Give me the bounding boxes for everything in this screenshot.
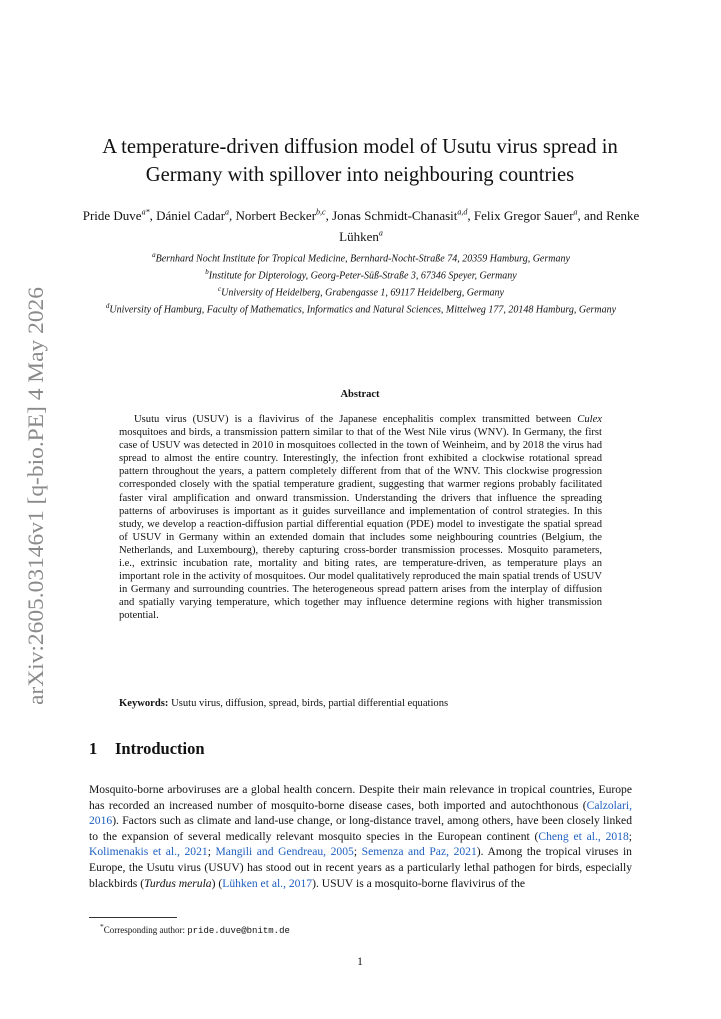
author-name-text: Felix Gregor Sauer xyxy=(473,208,574,224)
intro-text: ). Among the tropical viruses in Europe, the Usutu virus (USUV) has stood out in recent years as a particularly lethal pathogen for birds, especially blackbirds ( xyxy=(89,845,632,890)
intro-text: ; xyxy=(353,845,362,859)
footnote-label: Corresponding author: xyxy=(103,925,188,935)
affiliation-list xyxy=(76,249,646,318)
intro-text: ). Factors such as climate and land-use change, or long-distance travel, among others, have been closely linked to the expansion of several medically relevant mosquito species in the European continent ( xyxy=(89,814,632,843)
author-affiliation-mark: a,d xyxy=(457,208,468,217)
keywords-label: Keywords: xyxy=(119,698,169,709)
affiliation-text: University of Heidelberg, Grabengasse 1, 69117 Heidelberg, Germany xyxy=(221,287,504,299)
author-name xyxy=(332,208,474,223)
abstract-text-rest: mosquitoes and birds, a transmission pattern similar to that of the West Nile virus (WNV). In Germany, the first case of USUV was detected in 2010 in mosquitoes collected in the town of Weinheim, and by 2018 the virus had spread to almost the entire country. Interestingly, the infection front exhibited a clockwise rotational spread pattern throughout the years, a pattern completely different from that of the WNV. This clockwise progression corresponded closely with the spatial temperature gradient, suggesting that warmer regions probably facilitated faster viral amplification and onward transmission. Understanding the drivers that influence the spreading patterns of arboviruses is important as it guides surveillance and implementation of control strategies. In this study, we develop a reaction-diffusion partial differential equation (PDE) model to investigate the spatial spread of USUV in Germany within an extended domain that includes some neighbouring countries (Belgium, the Netherlands, and Luxembourg), thereby capturing cross-border transmission processes. Mosquito parameters, i.e., extrinsic incubation rate, mortality and biting rates, are temperature-driven, as temperature plays an important role in the activity of mosquitoes. Our model qualitatively reproduced the main spatial trends of USUV in Germany and surrounding countries. The heterogeneous spread pattern arises from the interplay of diffusion and spatially varying temperature, which together may influence determine regions with higher transmission potential. xyxy=(119,427,602,622)
author-affiliation-mark: a* xyxy=(141,208,150,217)
author-list xyxy=(76,204,646,245)
citation-link[interactable]: Kolimenakis et al., 2021 xyxy=(89,845,208,859)
author-separator: , xyxy=(229,208,236,224)
affiliation-mark: d xyxy=(105,302,110,311)
abstract-italic-culex: Culex xyxy=(577,414,602,425)
abstract-body xyxy=(119,413,602,623)
author-name-text: Dániel Cadar xyxy=(156,208,226,224)
author-affiliation-mark: a xyxy=(573,208,578,217)
affiliation-mark: c xyxy=(217,285,222,294)
author-name xyxy=(236,208,333,223)
intro-italic-species: Turdus merula xyxy=(144,876,212,890)
author-separator: , xyxy=(467,208,474,224)
intro-text: ; xyxy=(628,829,632,843)
citation-link[interactable]: Mangili and Gendreau, 2005 xyxy=(215,845,354,859)
affiliation-mark: a xyxy=(152,251,156,259)
author-name-text: Norbert Becker xyxy=(235,208,317,224)
author-email-link[interactable]: pride.duve@bnitm.de xyxy=(187,926,290,936)
intro-text: Mosquito-borne arboviruses are a global health concern. Despite their main relevance in tropical countries, Europe has recorded an increased number of mosquito-borne disease cases, both imported and autochthonous ( xyxy=(89,783,632,812)
affiliation-text: Institute for Dipterology, Georg-Peter-Süß-Straße 3, 67346 Speyer, Germany xyxy=(208,270,517,282)
section-number: 1 xyxy=(89,739,98,758)
affiliation-line xyxy=(76,283,646,300)
footnote xyxy=(100,921,620,937)
affiliation-line xyxy=(76,300,646,317)
affiliation-line xyxy=(76,249,646,266)
affiliation-text: University of Hamburg, Faculty of Mathematics, Informatics and Natural Sciences, Mittelweg 177, 20148 Hamburg, Germany xyxy=(109,304,617,316)
author-name xyxy=(83,208,156,223)
arxiv-identifier-text: arXiv:2605.03146v1 [q-bio.PE] 4 May 2026 xyxy=(23,312,48,705)
citation-link[interactable]: Lühken et al., 2017 xyxy=(222,876,313,890)
citation-link[interactable]: Semenza and Paz, 2021 xyxy=(361,845,477,859)
footnote-rule xyxy=(89,917,177,918)
intro-text: ). USUV is a mosquito-borne flavivirus of the xyxy=(312,876,526,890)
author-separator: , xyxy=(149,208,157,224)
arxiv-identifier-svg xyxy=(12,285,54,705)
page-number: 1 xyxy=(357,956,363,968)
citation-link[interactable]: Calzolari, 2016 xyxy=(89,798,632,828)
section-heading xyxy=(89,739,205,759)
affiliation-text: Bernhard Nocht Institute for Tropical Medicine, Bernhard-Nocht-Straße 74, 20359 Hamburg, Germany xyxy=(155,253,570,265)
author-name-text: Pride Duve xyxy=(82,208,142,224)
author-name xyxy=(156,208,235,223)
footnote-mark: * xyxy=(100,922,104,931)
intro-text: ; xyxy=(207,845,216,859)
author-name xyxy=(474,208,606,223)
abstract-text-start: Usutu virus (USUV) is a flavivirus of the Japanese encephalitis complex transmitted between xyxy=(134,414,578,425)
citation-link[interactable]: Cheng et al., 2018 xyxy=(538,829,629,843)
author-affiliation-mark: a xyxy=(378,228,383,238)
author-name-text: Jonas Schmidt-Chanasit xyxy=(332,208,458,224)
keywords-text: Usutu virus, diffusion, spread, birds, partial differential equations xyxy=(171,698,449,709)
author-affiliation-mark: b,c xyxy=(316,208,326,217)
intro-text: ) ( xyxy=(211,876,223,890)
keywords xyxy=(119,697,602,710)
section-title: Introduction xyxy=(115,739,205,758)
author-separator: , and xyxy=(577,208,607,224)
affiliation-mark: b xyxy=(205,268,209,277)
affiliation-line xyxy=(76,266,646,283)
introduction-paragraph xyxy=(89,782,632,891)
abstract-heading: Abstract xyxy=(340,389,380,400)
author-name-text: Renke Lühken xyxy=(339,208,640,244)
author-affiliation-mark: a xyxy=(225,208,230,217)
author-separator: , xyxy=(325,208,333,224)
paper-title: A temperature-driven diffusion model of Usutu virus spread in Germany with spillover into neighbouring countries xyxy=(102,136,618,186)
arxiv-identifier[interactable] xyxy=(12,285,54,705)
